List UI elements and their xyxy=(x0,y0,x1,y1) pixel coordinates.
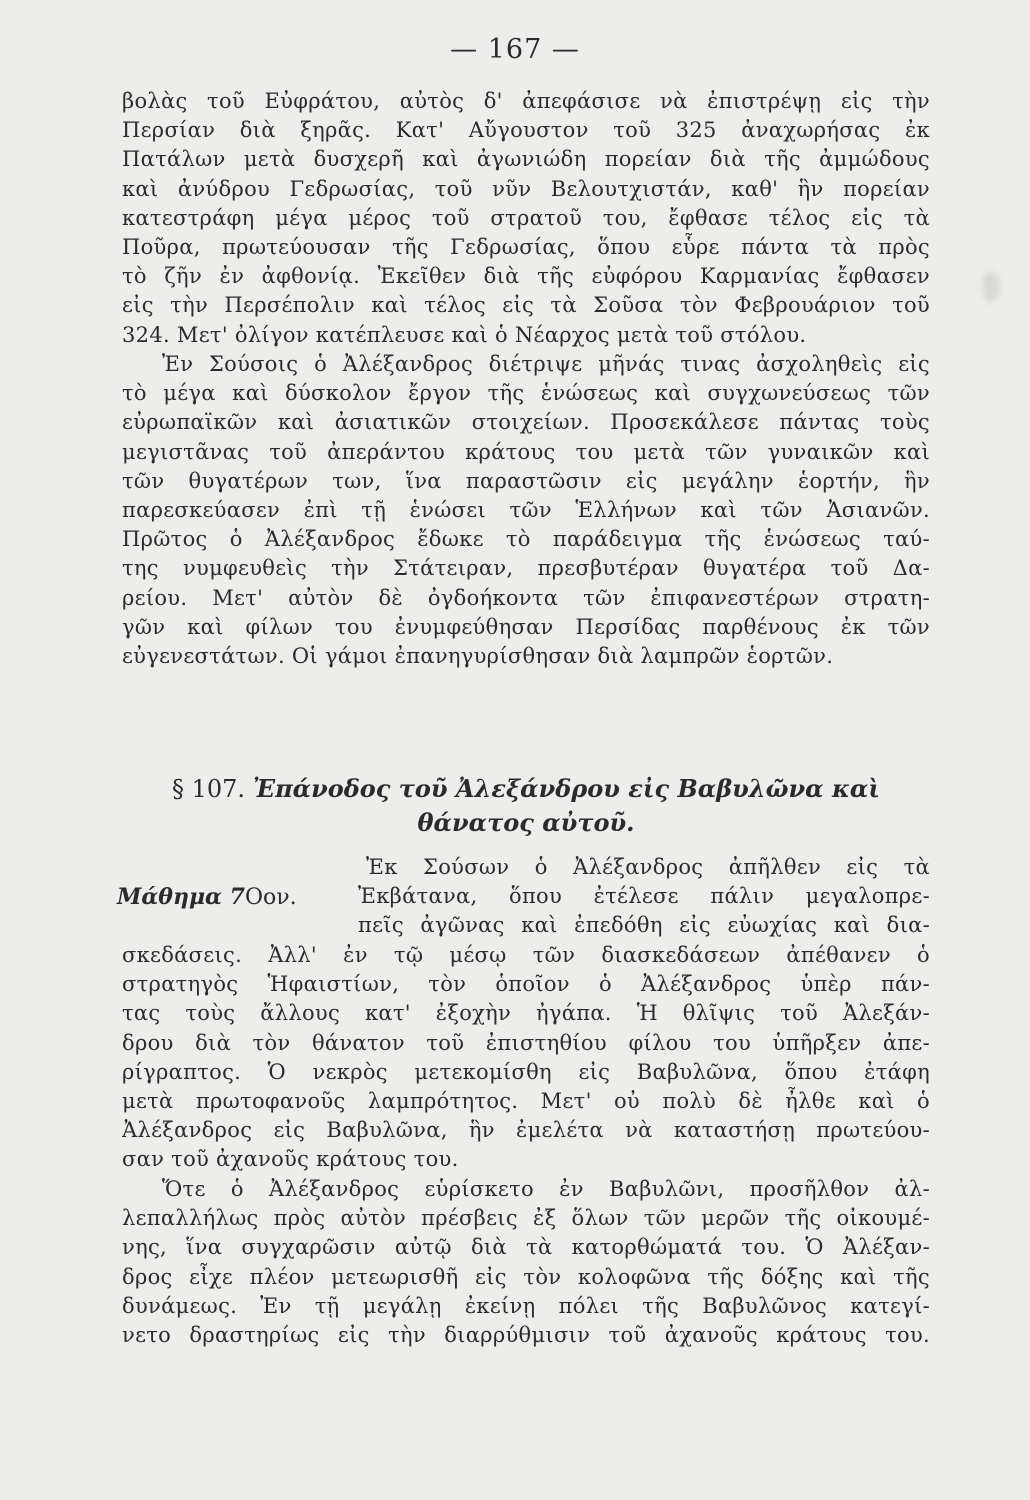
text-line: παρεσκεύασεν ἐπὶ τῇ ἑνώσει τῶν Ἑλλήνων καὶ τῶν Ἀσιανῶν. xyxy=(122,497,930,522)
section-title-line-1: Ἐπάνοδος τοῦ Ἀλεξάνδρου εἰς Βαβυλῶνα καὶ xyxy=(253,774,881,803)
paper-stain xyxy=(982,272,1000,302)
text-line: λεπαλλήλως πρὸς αὐτὸν πρέσβεις ἐξ ὅλων τῶν μερῶν τῆς οἰκουμέ- xyxy=(122,1206,930,1231)
text-line: ρείου. Μετ' αὐτὸν δὲ ὀγδοήκοντα τῶν ἐπιφανεστέρων στρατη- xyxy=(122,585,930,610)
paragraph-3-side xyxy=(358,853,930,941)
lesson-title: Μάθημα 7 xyxy=(117,884,245,910)
text-line: Ἐκβάτανα, ὅπου ἐτέλεσε πάλιν μεγαλοπρε- xyxy=(358,884,930,909)
text-line: τὸ μέγα καὶ δύσκολον ἔργον τῆς ἑνώσεως καὶ συγχωνεύσεως τῶν xyxy=(122,381,930,406)
text-line: τῶν θυγατέρων των, ἵνα παραστῶσιν εἰς μεγάλην ἑορτήν, ἣν xyxy=(122,468,930,493)
text-line: Ἐκ Σούσων ὁ Ἀλέξανδρος ἀπῆλθεν εἰς τὰ xyxy=(366,855,930,879)
text-line: σαν τοῦ ἀχανοῦς κράτους του. xyxy=(122,1147,459,1172)
text-line: ρίγραπτος. Ὁ νεκρὸς μετεκομίσθη εἰς Βαβυλῶνα, ὅπου ἐτάφη xyxy=(122,1059,930,1084)
lesson-label xyxy=(117,883,297,912)
text-line: δυνάμεως. Ἐν τῇ μεγάλῃ ἐκείνῃ πόλει τῆς Βαβυλῶνος κατεγί- xyxy=(122,1293,930,1318)
text-line: Ποῦρα, πρωτεύουσαν τῆς Γεδρωσίας, ὅπου εὗρε πάντα τὰ πρὸς xyxy=(122,234,930,259)
paragraph-1 xyxy=(122,87,930,350)
text-line: βολὰς τοῦ Εὐφράτου, αὐτὸς δ' ἀπεφάσισε νὰ ἐπιστρέψῃ εἰς τὴν xyxy=(122,89,930,113)
text-line: κατεστράφη μέγα μέρος τοῦ στρατοῦ του, ἔφθασε τέλος εἰς τὰ xyxy=(122,205,930,230)
text-line: δρου διὰ τὸν θάνατον τοῦ ἐπιστηθίου φίλου του ὑπῆρξεν ἀπε- xyxy=(122,1030,930,1055)
text-line: Πατάλων μετὰ δυσχερῆ καὶ ἀγωνιώδη πορείαν διὰ τῆς ἀμμώδους xyxy=(122,147,930,172)
section-heading xyxy=(122,772,930,840)
paragraph-2 xyxy=(122,350,930,671)
text-line: Πρῶτος ὁ Ἀλέξανδρος ἔδωκε τὸ παράδειγμα τῆς ἑνώσεως ταύ- xyxy=(122,527,930,552)
text-line: τας τοὺς ἄλλους κατ' ἐξοχὴν ἠγάπα. Ἡ θλῖψις τοῦ Ἀλεξάν- xyxy=(122,1001,930,1026)
text-line: εὐρωπαϊκῶν καὶ ἀσιατικῶν στοιχείων. Προσεκάλεσε πάντας τοὺς xyxy=(122,410,930,435)
lesson-suffix: Οον. xyxy=(244,885,297,910)
text-line: μεγιστᾶνας τοῦ ἀπεράντου κράτους του μετὰ τῶν γυναικῶν καὶ xyxy=(122,439,930,464)
page-number: — 167 — xyxy=(450,34,580,65)
text-line: της νυμφευθεὶς τὴν Στάτειραν, πρεσβυτέραν θυγατέρα τοῦ Δα- xyxy=(122,556,930,581)
text-line: τὸ ζῆν ἐν ἀφθονίᾳ. Ἐκεῖθεν διὰ τῆς εὐφόρου Καρμανίας ἔφθασεν xyxy=(122,264,930,289)
text-line: στρατηγὸς Ἡφαιστίων, τὸν ὁποῖον ὁ Ἀλέξανδρος ὑπὲρ πάν- xyxy=(122,972,930,997)
text-line: Ὅτε ὁ Ἀλέξανδρος εὑρίσκετο ἐν Βαβυλῶνι, προσῆλθον ἀλ- xyxy=(162,1177,930,1201)
text-line: Ἀλέξανδρος εἰς Βαβυλῶνα, ἣν ἐμελέτα νὰ καταστήσῃ πρωτεύου- xyxy=(122,1118,930,1143)
text-line: σκεδάσεις. Ἀλλ' ἐν τῷ μέσῳ τῶν διασκεδάσεων ἀπέθανεν ὁ xyxy=(122,943,930,967)
text-line: Περσίαν διὰ ξηρᾶς. Κατ' Αὔγουστον τοῦ 325 ἀναχωρήσας ἐκ xyxy=(122,118,930,143)
text-line: γῶν καὶ φίλων του ἐνυμφεύθησαν Περσίδας παρθένους ἐκ τῶν xyxy=(122,614,930,639)
text-line: Ἐν Σούσοις ὁ Ἀλέξανδρος διέτριψε μῆνάς τινας ἀσχοληθεὶς εἰς xyxy=(162,352,930,376)
text-line: καὶ ἀνύδρου Γεδρωσίας, τοῦ νῦν Βελουτχιστάν, καθ' ἣν πορείαν xyxy=(122,176,930,201)
text-line: μετὰ πρωτοφανοῦς λαμπρότητος. Μετ' οὐ πολὺ δὲ ἦλθε καὶ ὁ xyxy=(122,1088,930,1113)
paragraph-3 xyxy=(122,941,930,1175)
section-number: § 107. xyxy=(171,775,246,803)
paragraph-4 xyxy=(122,1175,930,1350)
text-line: νης, ἵνα συγχαρῶσιν αὐτῷ διὰ τὰ κατορθώματά του. Ὁ Ἀλέξαν- xyxy=(122,1235,930,1260)
text-line: εἰς τὴν Περσέπολιν καὶ τέλος εἰς τὰ Σοῦσα τὸν Φεβρουάριον τοῦ xyxy=(122,293,930,318)
text-line: 324. Μετ' ὀλίγον κατέπλευσε καὶ ὁ Νέαρχος μετὰ τοῦ στόλου. xyxy=(122,322,807,347)
text-line: εὐγενεστάτων. Οἱ γάμοι ἐπανηγυρίσθησαν διὰ λαμπρῶν ἑορτῶν. xyxy=(122,643,834,668)
text-line: νετο δραστηρίως εἰς τὴν διαρρύθμισιν τοῦ ἀχανοῦς κράτους του. xyxy=(122,1322,930,1347)
text-line: πεῖς ἀγῶνας καὶ ἐπεδόθη εἰς εὐωχίας καὶ δια- xyxy=(358,913,930,938)
text-line: δρος εἶχε πλέον μετεωρισθῆ εἰς τὸν κολοφῶνα τῆς δόξης καὶ τῆς xyxy=(122,1264,930,1289)
section-title-line-2: θάνατος αὐτοῦ. xyxy=(417,808,635,837)
